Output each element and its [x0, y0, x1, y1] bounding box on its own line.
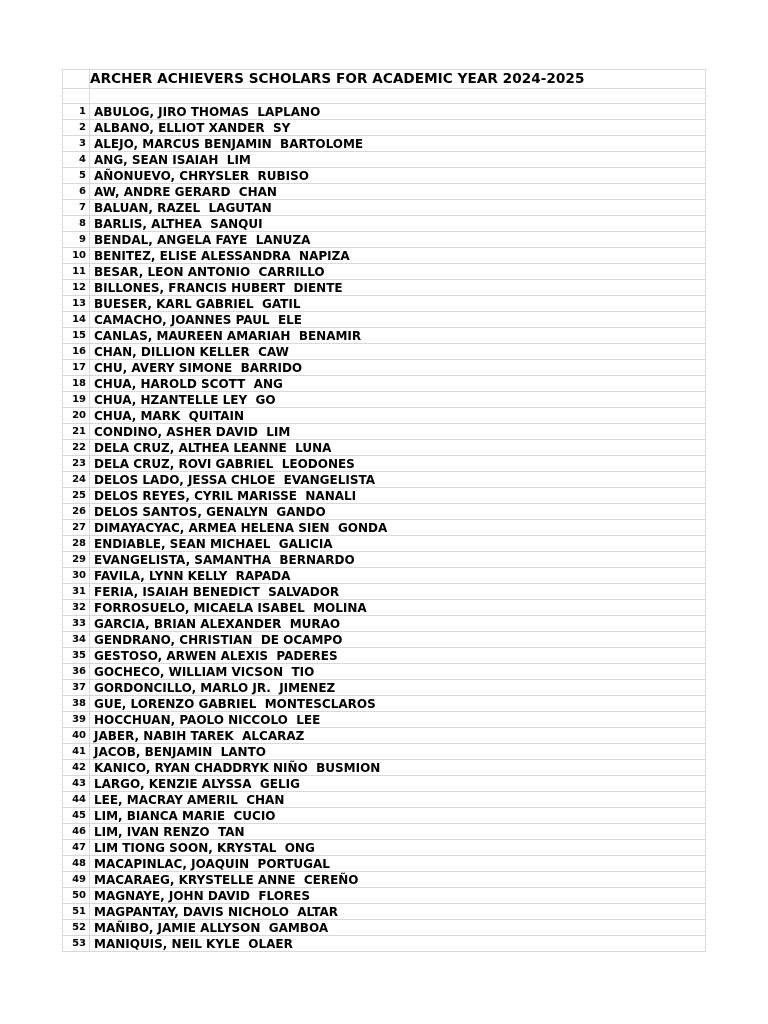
table-row	[63, 152, 706, 168]
table-row	[63, 328, 706, 344]
row-number: 23	[63, 456, 90, 472]
table-row	[63, 584, 706, 600]
scholar-name: FERIA, ISAIAH BENEDICT SALVADOR	[90, 584, 706, 600]
table-row	[63, 376, 706, 392]
table-row	[63, 728, 706, 744]
row-number: 24	[63, 472, 90, 488]
scholar-name: BESAR, LEON ANTONIO CARRILLO	[90, 264, 706, 280]
scholar-name: GARCIA, BRIAN ALEXANDER MURAO	[90, 616, 706, 632]
row-number: 36	[63, 664, 90, 680]
row-number: 44	[63, 792, 90, 808]
row-number: 25	[63, 488, 90, 504]
row-number: 40	[63, 728, 90, 744]
row-number: 47	[63, 840, 90, 856]
table-row	[63, 232, 706, 248]
row-number: 41	[63, 744, 90, 760]
row-number: 43	[63, 776, 90, 792]
title-row	[63, 70, 706, 89]
table-row	[63, 808, 706, 824]
row-number: 48	[63, 856, 90, 872]
row-number: 5	[63, 168, 90, 184]
table-row	[63, 824, 706, 840]
row-number: 2	[63, 120, 90, 136]
table-row	[63, 600, 706, 616]
table-row	[63, 200, 706, 216]
row-number: 53	[63, 936, 90, 952]
table-row	[63, 168, 706, 184]
scholar-name: CHUA, HAROLD SCOTT ANG	[90, 376, 706, 392]
row-number: 20	[63, 408, 90, 424]
table-row	[63, 792, 706, 808]
row-number: 15	[63, 328, 90, 344]
scholar-name: BENDAL, ANGELA FAYE LANUZA	[90, 232, 706, 248]
scholar-name: GUE, LORENZO GABRIEL MONTESCLAROS	[90, 696, 706, 712]
table-row	[63, 520, 706, 536]
table-row	[63, 312, 706, 328]
scholar-name: DELOS SANTOS, GENALYN GANDO	[90, 504, 706, 520]
table-row	[63, 296, 706, 312]
row-number: 52	[63, 920, 90, 936]
row-number: 27	[63, 520, 90, 536]
scholars-table	[62, 69, 706, 952]
scholar-name: GOCHECO, WILLIAM VICSON TIO	[90, 664, 706, 680]
table-row	[63, 264, 706, 280]
row-number: 4	[63, 152, 90, 168]
table-row	[63, 216, 706, 232]
scholar-name: CHAN, DILLION KELLER CAW	[90, 344, 706, 360]
scholar-name: AÑONUEVO, CHRYSLER RUBISO	[90, 168, 706, 184]
table-row	[63, 696, 706, 712]
scholar-name: FORROSUELO, MICAELA ISABEL MOLINA	[90, 600, 706, 616]
scholar-name: FAVILA, LYNN KELLY RAPADA	[90, 568, 706, 584]
table-row	[63, 712, 706, 728]
scholar-name: MAGNAYE, JOHN DAVID FLORES	[90, 888, 706, 904]
scholar-name: ENDIABLE, SEAN MICHAEL GALICIA	[90, 536, 706, 552]
table-row	[63, 872, 706, 888]
row-number: 26	[63, 504, 90, 520]
table-row	[63, 664, 706, 680]
row-number: 17	[63, 360, 90, 376]
scholar-name: GESTOSO, ARWEN ALEXIS PADERES	[90, 648, 706, 664]
row-number: 30	[63, 568, 90, 584]
table-row	[63, 104, 706, 120]
row-number: 16	[63, 344, 90, 360]
scholar-name: MANIQUIS, NEIL KYLE OLAER	[90, 936, 706, 952]
table-row	[63, 184, 706, 200]
table-row	[63, 920, 706, 936]
scholar-name: ANG, SEAN ISAIAH LIM	[90, 152, 706, 168]
scholar-name: CHUA, HZANTELLE LEY GO	[90, 392, 706, 408]
row-number: 38	[63, 696, 90, 712]
table-row	[63, 552, 706, 568]
scholar-name: HOCCHUAN, PAOLO NICCOLO LEE	[90, 712, 706, 728]
row-number: 18	[63, 376, 90, 392]
scholar-name: GORDONCILLO, MARLO JR. JIMENEZ	[90, 680, 706, 696]
row-number: 7	[63, 200, 90, 216]
row-number: 46	[63, 824, 90, 840]
scholar-name: CHUA, MARK QUITAIN	[90, 408, 706, 424]
table-row	[63, 456, 706, 472]
row-number: 33	[63, 616, 90, 632]
scholar-name: LIM TIONG SOON, KRYSTAL ONG	[90, 840, 706, 856]
scholar-name: CANLAS, MAUREEN AMARIAH BENAMIR	[90, 328, 706, 344]
row-number: 45	[63, 808, 90, 824]
row-number: 35	[63, 648, 90, 664]
row-number: 1	[63, 104, 90, 120]
scholar-name: LIM, IVAN RENZO TAN	[90, 824, 706, 840]
table-row	[63, 936, 706, 952]
scholar-name: GENDRANO, CHRISTIAN DE OCAMPO	[90, 632, 706, 648]
table-row	[63, 424, 706, 440]
scholar-name: BARLIS, ALTHEA SANQUI	[90, 216, 706, 232]
table-row	[63, 616, 706, 632]
row-number: 42	[63, 760, 90, 776]
scholar-name: BENITEZ, ELISE ALESSANDRA NAPIZA	[90, 248, 706, 264]
scholar-name: DELA CRUZ, ALTHEA LEANNE LUNA	[90, 440, 706, 456]
row-number: 13	[63, 296, 90, 312]
scholar-name: ALEJO, MARCUS BENJAMIN BARTOLOME	[90, 136, 706, 152]
row-number: 3	[63, 136, 90, 152]
row-number: 11	[63, 264, 90, 280]
scholar-name: CHU, AVERY SIMONE BARRIDO	[90, 360, 706, 376]
scholar-name: MACARAEG, KRYSTELLE ANNE CEREÑO	[90, 872, 706, 888]
scholar-name: JACOB, BENJAMIN LANTO	[90, 744, 706, 760]
scholar-name: EVANGELISTA, SAMANTHA BERNARDO	[90, 552, 706, 568]
table-row	[63, 888, 706, 904]
row-number: 32	[63, 600, 90, 616]
scholar-name: CONDINO, ASHER DAVID LIM	[90, 424, 706, 440]
table-row	[63, 408, 706, 424]
scholar-name: BUESER, KARL GABRIEL GATIL	[90, 296, 706, 312]
scholar-name: ALBANO, ELLIOT XANDER SY	[90, 120, 706, 136]
scholar-name: AW, ANDRE GERARD CHAN	[90, 184, 706, 200]
row-number: 37	[63, 680, 90, 696]
scholar-name: DIMAYACYAC, ARMEA HELENA SIEN GONDA	[90, 520, 706, 536]
table-row	[63, 472, 706, 488]
table-row	[63, 488, 706, 504]
scholar-name: MACAPINLAC, JOAQUIN PORTUGAL	[90, 856, 706, 872]
scholar-name: LARGO, KENZIE ALYSSA GELIG	[90, 776, 706, 792]
sheet-title: ARCHER ACHIEVERS SCHOLARS FOR ACADEMIC YEAR 2024-2025	[90, 70, 706, 89]
row-number: 12	[63, 280, 90, 296]
row-number: 21	[63, 424, 90, 440]
blank-row	[63, 89, 706, 104]
table-row	[63, 248, 706, 264]
row-number: 9	[63, 232, 90, 248]
table-row	[63, 536, 706, 552]
table-row	[63, 776, 706, 792]
table-row	[63, 344, 706, 360]
table-row	[63, 680, 706, 696]
scholar-name: BILLONES, FRANCIS HUBERT DIENTE	[90, 280, 706, 296]
scholar-name: DELA CRUZ, ROVI GABRIEL LEODONES	[90, 456, 706, 472]
table-row	[63, 744, 706, 760]
row-number: 34	[63, 632, 90, 648]
title-number-cell	[63, 70, 90, 89]
scholar-name: DELOS REYES, CYRIL MARISSE NANALI	[90, 488, 706, 504]
scholar-name: MAÑIBO, JAMIE ALLYSON GAMBOA	[90, 920, 706, 936]
blank-cell	[63, 89, 90, 104]
row-number: 39	[63, 712, 90, 728]
scholar-name: MAGPANTAY, DAVIS NICHOLO ALTAR	[90, 904, 706, 920]
table-body	[63, 70, 706, 952]
row-number: 14	[63, 312, 90, 328]
scholar-name: JABER, NABIH TAREK ALCARAZ	[90, 728, 706, 744]
table-row	[63, 840, 706, 856]
scholar-name: KANICO, RYAN CHADDRYK NIÑO BUSMION	[90, 760, 706, 776]
row-number: 10	[63, 248, 90, 264]
table-row	[63, 360, 706, 376]
scholar-name: ABULOG, JIRO THOMAS LAPLANO	[90, 104, 706, 120]
scholar-name: LIM, BIANCA MARIE CUCIO	[90, 808, 706, 824]
scholar-name: BALUAN, RAZEL LAGUTAN	[90, 200, 706, 216]
table-row	[63, 904, 706, 920]
table-row	[63, 120, 706, 136]
table-row	[63, 648, 706, 664]
scholar-name: CAMACHO, JOANNES PAUL ELE	[90, 312, 706, 328]
table-row	[63, 440, 706, 456]
table-row	[63, 136, 706, 152]
table-row	[63, 568, 706, 584]
row-number: 50	[63, 888, 90, 904]
table-row	[63, 504, 706, 520]
row-number: 8	[63, 216, 90, 232]
row-number: 29	[63, 552, 90, 568]
table-row	[63, 856, 706, 872]
row-number: 6	[63, 184, 90, 200]
row-number: 31	[63, 584, 90, 600]
row-number: 22	[63, 440, 90, 456]
blank-cell	[90, 89, 706, 104]
scholar-name: LEE, MACRAY AMERIL CHAN	[90, 792, 706, 808]
table-row	[63, 760, 706, 776]
table-row	[63, 280, 706, 296]
row-number: 49	[63, 872, 90, 888]
row-number: 28	[63, 536, 90, 552]
row-number: 51	[63, 904, 90, 920]
scholar-name: DELOS LADO, JESSA CHLOE EVANGELISTA	[90, 472, 706, 488]
table-row	[63, 392, 706, 408]
table-row	[63, 632, 706, 648]
row-number: 19	[63, 392, 90, 408]
